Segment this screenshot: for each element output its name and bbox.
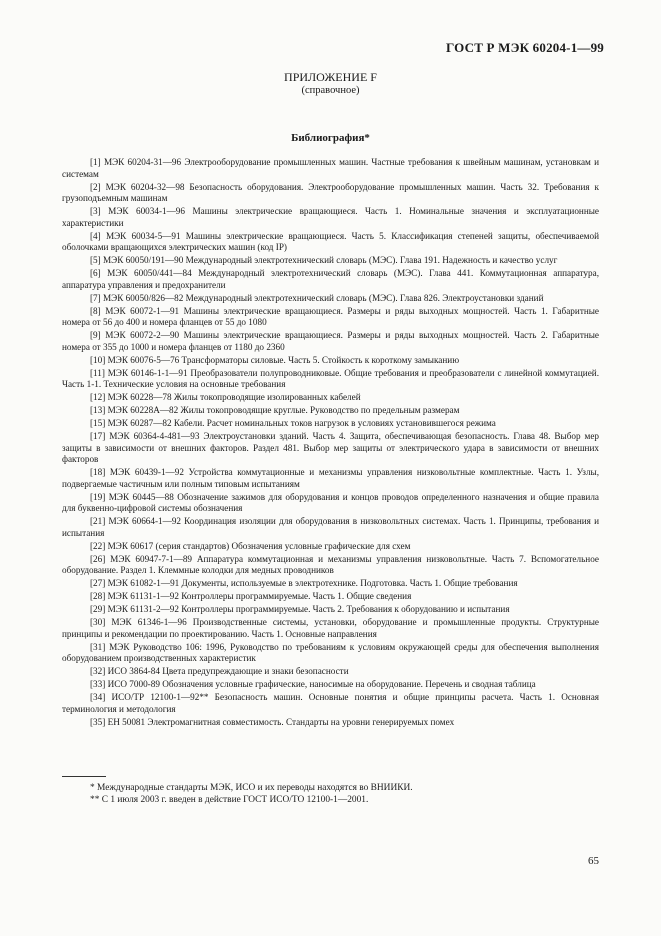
reference-item: [9] МЭК 60072-2—90 Машины электрические вращающиеся. Размеры и ряды выходных мощностей. Часть 2. Габаритные номера от 355 до 1000 и номера фланцев от 1180 до 2360 xyxy=(62,330,599,352)
reference-item: [8] МЭК 60072-1—91 Машины электрические вращающиеся. Размеры и ряды выходных мощностей. Часть 1. Габаритные номера от 56 до 400 и номера фланцев от 55 до 1080 xyxy=(62,305,599,327)
footnote: ** С 1 июля 2003 г. введен в действие ГОСТ ИСО/ТО 12100-1—2001. xyxy=(90,795,369,805)
reference-item: [17] МЭК 60364-4-481—93 Электроустановки зданий. Часть 4. Защита, обеспечивающая безопасность. Глава 48. Выбор мер защиты в зависимости от внешних факторов. Раздел 481. Выбор мер защиты от электрического удара в зависимости от внешних факторов xyxy=(62,431,599,464)
reference-item: [11] МЭК 60146-1-1—91 Преобразователи полупроводниковые. Общие требования и преобразователи с линейной коммутацией. Часть 1-1. Технические условия на основные требования xyxy=(62,367,599,389)
footnotes xyxy=(62,782,599,806)
reference-item: [6] МЭК 60050/441—84 Международный электротехнический словарь (МЭС). Глава 441. Коммутационная аппаратура, аппаратура управления и предохранители xyxy=(62,268,599,290)
reference-item: [26] МЭК 60947-7-1—89 Аппаратура коммутационная и механизмы управления низковольтные. Часть 7. Вспомогательное оборудование. Раздел 1. Клеммные колодки для медных проводников xyxy=(62,553,599,575)
reference-item: [1] МЭК 60204-31—96 Электрооборудование промышленных машин. Частные требования к швейным машинам, установкам и системам xyxy=(62,157,599,179)
reference-item: [12] МЭК 60228—78 Жилы токопроводящие изолированных кабелей xyxy=(90,392,361,402)
reference-item: [27] МЭК 61082-1—91 Документы, используемые в электротехнике. Подготовка. Часть 1. Общие требования xyxy=(90,578,518,588)
reference-item: [22] МЭК 60617 (серия стандартов) Обозначения условные графические для схем xyxy=(90,540,411,551)
footnote-divider xyxy=(62,776,106,777)
reference-item: [4] МЭК 60034-5—91 Машины электрические вращающиеся. Часть 5. Классификация степеней защиты, обеспечиваемой оболочками вращающихся электрических машин (код IP) xyxy=(62,230,599,252)
reference-item: [15] МЭК 60287—82 Кабели. Расчет номинальных токов нагрузок в условиях установившегося режима xyxy=(90,418,496,428)
appendix-heading xyxy=(0,71,661,97)
reference-item: [21] МЭК 60664-1—92 Координация изоляции для оборудования в низковольтных системах. Часть 1. Принципы, требования и испытания xyxy=(62,516,599,538)
reference-item: [7] МЭК 60050/826—82 Международный электротехнический словарь (МЭС). Глава 826. Электроустановки зданий xyxy=(90,292,544,303)
reference-item: [29] МЭК 61131-2—92 Контроллеры программируемые. Часть 2. Требования к оборудованию и испытания xyxy=(90,604,510,614)
reference-item: [13] МЭК 60228А—82 Жилы токопроводящие круглые. Руководство по предельным размерам xyxy=(90,405,460,415)
reference-item: [31] МЭК Руководство 106: 1996, Руководство по требованиям к условиям окружающей среды для обеспечения выполнения оборудованием производственных характеристик xyxy=(62,641,599,663)
reference-item: [32] ИСО 3864-84 Цвета предупреждающие и знаки безопасности xyxy=(90,666,349,676)
reference-item: [35] ЕН 50081 Электромагнитная совместимость. Стандарты на уровни генерируемых помех xyxy=(90,716,455,727)
reference-item: [34] ИСО/ТР 12100-1—92** Безопасность машин. Основные понятия и общие принципы расчета. Часть 1. Основная терминология и методология xyxy=(62,692,599,714)
reference-item: [18] МЭК 60439-1—92 Устройства коммутационные и механизмы управления низковольтные комплектные. Часть 1. Узлы, подвергаемые частичным или полным типовым испытаниям xyxy=(62,467,599,489)
reference-item: [33] ИСО 7000-89 Обозначения условные графические, наносимые на оборудование. Перечень и сводная таблица xyxy=(90,679,536,689)
document-code: ГОСТ Р МЭК 60204-1—99 xyxy=(445,40,604,55)
reference-item: [10] МЭК 60076-5—76 Трансформаторы силовые. Часть 5. Стойкость к короткому замыканию xyxy=(90,354,460,365)
appendix-title: ПРИЛОЖЕНИЕ F xyxy=(284,70,377,84)
reference-item: [3] МЭК 60034-1—96 Машины электрические вращающиеся. Часть 1. Номинальные значения и эксплуатационные характеристики xyxy=(62,206,599,228)
reference-item: [30] МЭК 61346-1—96 Производственные системы, установки, оборудование и промышленные продукты. Структурные принципы и рекомендации по проектированию. Часть 1. Основные направления xyxy=(62,617,599,639)
bibliography-title: Библиография* xyxy=(291,132,370,144)
page-number: 65 xyxy=(588,855,599,867)
reference-item: [19] МЭК 60445—88 Обозначение зажимов для оборудования и концов проводов определенного назначения и общие правила для буквенно-цифровой системы обозначения xyxy=(62,491,599,513)
reference-list xyxy=(62,157,599,730)
reference-item: [5] МЭК 60050/191—90 Международный электротехнический словарь (МЭС). Глава 191. Надежность и качество услуг xyxy=(90,255,558,265)
reference-item: [28] МЭК 61131-1—92 Контроллеры программируемые. Часть 1. Общие сведения xyxy=(90,591,412,601)
reference-item: [2] МЭК 60204-32—98 Безопасность оборудования. Электрооборудование промышленных машин. Часть 32. Требования к грузоподъемным машинам xyxy=(62,181,599,203)
appendix-subtitle: (справочное) xyxy=(301,85,360,96)
footnote: * Международные стандарты МЭК, ИСО и их переводы находятся во ВНИИКИ. xyxy=(90,783,413,793)
